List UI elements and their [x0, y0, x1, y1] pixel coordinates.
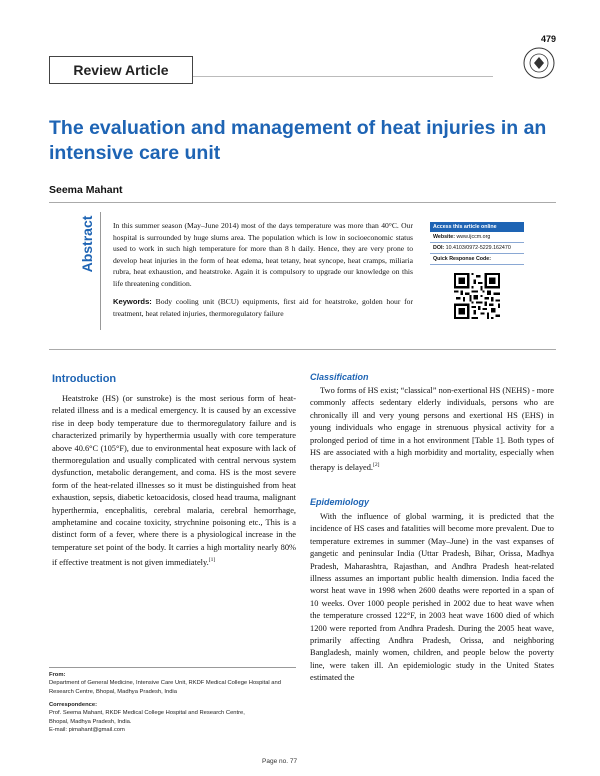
society-seal-logo	[522, 46, 556, 80]
author-name: Seema Mahant	[49, 184, 123, 196]
footnote-correspondence-label: Correspondence:	[49, 702, 97, 708]
section-heading-epidemiology: Epidemiology	[310, 497, 370, 507]
doi-value[interactable]: 10.4103/0972-5229.162470	[445, 245, 511, 251]
abstract-label-text: Abstract	[79, 215, 95, 273]
epidemiology-paragraph: With the influence of global warming, it is predicted that the incidence of HS cases and fatalities will become more prevalent. Due to temperature extremes in summer (May–June) in the vast expanses of gangetic and peninsular India (Uttar Pradesh, Bihar, Orissa, Madhya Pradesh, Maharashtra, Rajasthan, and Andhra Pradesh heat-related illness assumes an important public health dimension. India faced the worst heat wave in 1998 when 2600 deaths were reported in a span of 10 weeks. Over 1000 people perished in 2002 due to heat wave when the temperature crossed 122°F, in 2003 heat wave 1600 died of which 1200 were reported from Andhra Pradesh. During the 2005 heat wave, primarily affecting Andhra Pradesh, Orissa, and neighboring Bangladesh, mainly women, children, and people below the poverty line, were taken ill. An epidemiologic study in the United States estimated the	[310, 512, 554, 683]
keywords-text: Body cooling unit (BCU) equipments, first aid for heatstroke, golden hour for treatment, heat related injuries, thermoregulatory failure	[113, 297, 413, 318]
classification-body	[310, 385, 554, 475]
doi-label: DOI:	[433, 245, 445, 251]
footnote-divider	[49, 667, 296, 668]
qr-code-icon[interactable]	[454, 273, 500, 319]
introduction-body	[52, 393, 296, 569]
abstract-divider	[100, 212, 101, 330]
epidemiology-body	[310, 511, 554, 685]
divider	[49, 349, 556, 350]
article-title: The evaluation and management of heat injuries in an intensive care unit	[49, 117, 547, 164]
qr-label-row	[430, 254, 524, 265]
page-footer: Page no. 77	[262, 758, 298, 765]
abstract-text: In this summer season (May–June 2014) most of the days temperature was more than 40°C. Our hospital is surrounded by huge slums area. The population which is low in socioeconomic status used to work in such high temperature for more than 8 h daily. Hence, they are very prone to develop heat injuries in the form of heat edema, heat tetany, heat syncope, heat cramps, miliaria rubra, heat exhaustion, and heatstroke. Again it is compulsory to upgrade our knowledge on this life threatening condition.	[113, 221, 413, 288]
keywords-label: Keywords:	[113, 297, 152, 306]
website-row	[430, 232, 524, 243]
qr-label: Quick Response Code:	[433, 256, 491, 262]
doi-row	[430, 243, 524, 254]
correspondence-city: Bhopal, Madhya Pradesh, India.	[49, 718, 132, 725]
citation-ref[interactable]: [2]	[373, 462, 380, 469]
website-link[interactable]: www.ijccm.org	[456, 234, 491, 240]
section-heading-introduction: Introduction	[52, 373, 117, 385]
citation-ref[interactable]: [1]	[208, 557, 216, 564]
page-number: 479	[540, 34, 556, 44]
divider	[49, 202, 556, 203]
correspondence-name: Prof. Seema Mahant, RKDF Medical College Hospital and Research Centre,	[49, 710, 245, 716]
access-box	[430, 222, 524, 319]
article-type-label: Review Article	[49, 56, 193, 84]
access-header: Access this article online	[430, 222, 524, 232]
header-divider	[193, 76, 493, 77]
classification-text: Two forms of HS exist; “classical” non-exertional HS (NEHS) - more commonly affects sedentary elderly individuals, persons who are chronically ill and very young persons and exertional HS (EHS) in young individuals who engage in strenuous physical activity for a prolonged period of time in a hot environment [Table 1]. Both types of HS are associated with a high morbidity and mortality, especially when therapy is delayed.	[310, 386, 554, 473]
footnote-affiliation: Department of General Medicine, Intensive Care Unit, RKDF Medical College Hospital and Research Centre, Bhopal, Madhya Pradesh, India	[49, 680, 281, 695]
section-heading-classification: Classification	[310, 372, 369, 382]
footnote-correspondence	[49, 709, 294, 735]
classification-paragraph	[310, 385, 554, 475]
introduction-paragraph	[52, 393, 296, 569]
correspondence-email[interactable]: E-mail: pimahant@gmail.com	[49, 727, 125, 733]
introduction-text: Heatstroke (HS) (or sunstroke) is the most serious form of heat-related illness and is a medical emergency. It is caused by an excessive rise in deep body temperature due to thermoregulatory failure and is characterized primarily by hyperthermia usually with core temperature above 40.6°C (105°F), due to environmental heat exposure with lack of thermoregulation and usually complicated with central nervous system dysfunction, metabolic derangement, and coma. HS is the most severe form of the heat-related illnesses so it must be distinguished from heat exhaustion, sepsis, diabetic ketoacidosis, closed head trauma, malignant hyperthermia, encephalitis, cerebral malaria, cerebral hemorrhage, amphetamine and cocaine toxicity, strychnine poisoning etc., This is a distinct form of a fever, where there is a physiological increase in the temperature set point of the body. It carries a high mortality nearly 80% if effective treatment is not given immediately.	[52, 394, 296, 568]
website-label: Website:	[433, 234, 455, 240]
footnote-from-label: From:	[49, 672, 66, 678]
abstract-keywords	[113, 296, 413, 319]
abstract-label	[77, 213, 97, 275]
